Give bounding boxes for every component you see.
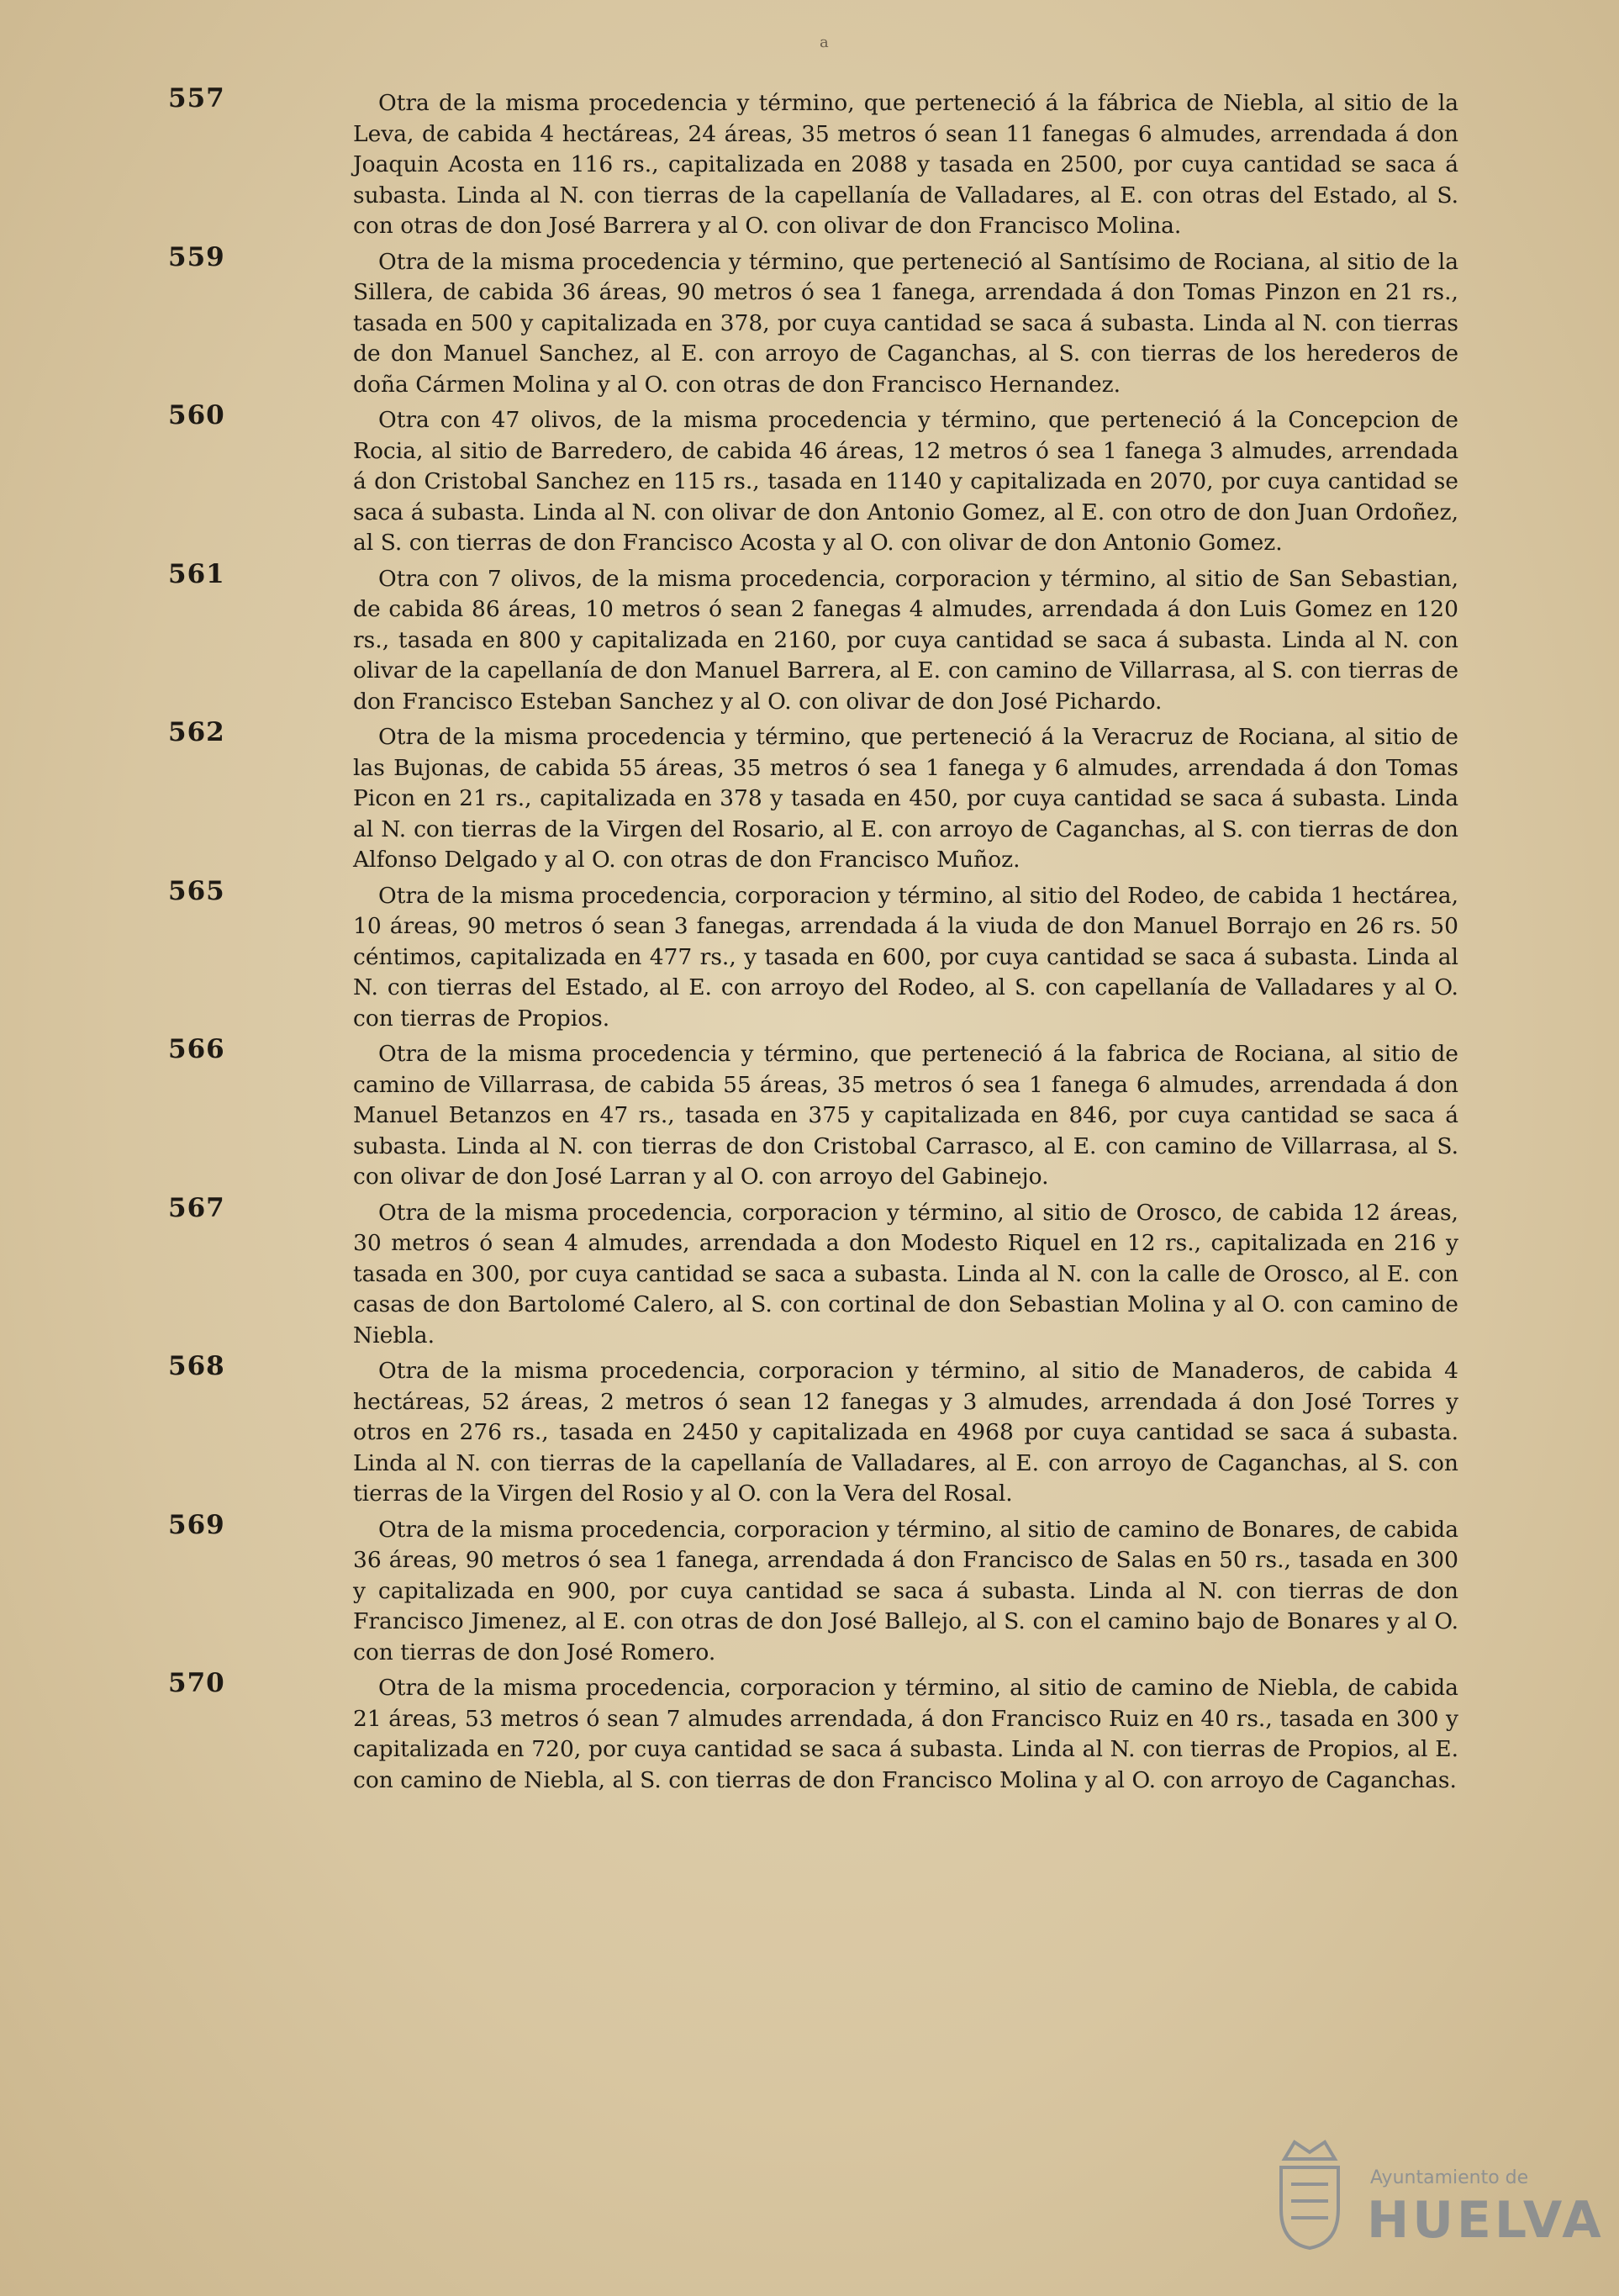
entry-number: 561 — [168, 558, 225, 589]
entry-number: 560 — [168, 400, 225, 430]
entry-text: Otra con 47 olivos, de la misma procedencia y término, que perteneció á la Concepcion de Rocia, al sitio de Barredero, de cabida 46 áreas, 12 metros ó sea 1 fanega 3 almudes, arrendada á don Cristobal Sanchez en 115 rs., tasada en 1140 y capitalizada en 2070, por cuya cantidad se saca á subasta. Linda al N. con olivar de don Antonio Gomez, al E. con otro de don Juan Ordoñez, al S. con tierras de don Francisco Acosta y al O. con olivar de don Antonio Gomez. — [353, 407, 1458, 556]
entry-text: Otra con 7 olivos, de la misma procedencia, corporacion y término, al sitio de San Sebastian, de cabida 86 áreas, 10 metros ó sean 2 fanegas 4 almudes, arrendada á don Luis Gomez en 120 rs., tasada en 800 y capitalizada en 2160, por cuya cantidad se saca á subasta. Linda al N. con olivar de la capellanía de don Manuel Barrera, al E. con camino de Villarrasa, al S. con tierras de don Francisco Esteban Sanchez y al O. con olivar de don José Pichardo. — [353, 565, 1458, 715]
entry-560 — [168, 400, 1458, 559]
entry-text: Otra de la misma procedencia y término, que perteneció á la fábrica de Niebla, al sitio de la Leva, de cabida 4 hectáreas, 24 áreas, 35 metros ó sean 11 fanegas 6 almudes, arrendada á don Joaquin Acosta en 116 rs., capitalizada en 2088 y tasada en 2500, por cuya cantidad se saca á subasta. Linda al N. con tierras de la capellanía de Valladares, al E. con otras del Estado, al S. con otras de don José Barrera y al O. con olivar de don Francisco Molina. — [353, 90, 1458, 239]
entry-565 — [168, 875, 1458, 1035]
entry-561 — [168, 558, 1458, 718]
entry-number: 568 — [168, 1351, 225, 1381]
entry-number: 557 — [168, 83, 225, 113]
watermark-name: HUELVA — [1367, 2191, 1605, 2250]
entry-557 — [168, 83, 1458, 242]
entry-number: 569 — [168, 1509, 225, 1540]
entry-text: Otra de la misma procedencia, corporacion y término, al sitio de Manaderos, de cabida 4 hectáreas, 52 áreas, 2 metros ó sean 12 fanegas y 3 almudes, arrendada á don José Torres y otros en 276 rs., tasada en 2450 y capitalizada en 4968 por cuya cantidad se saca á subasta. Linda al N. con tierras de la capellanía de Valladares, al E. con arroyo de Caganchas, al S. con tierras de la Virgen del Rosio y al O. con la Vera del Rosal. — [353, 1358, 1458, 1507]
entry-text: Otra de la misma procedencia, corporacion y término, al sitio de camino de Niebla, de cabida 21 áreas, 53 metros ó sean 7 almudes arrendada, á don Francisco Ruiz en 40 rs., tasada en 300 y capitalizada en 720, por cuya cantidad se saca á subasta. Linda al N. con tierras de Propios, al E. con camino de Niebla, al S. con tierras de don Francisco Molina y al O. con arroyo de Caganchas. — [353, 1675, 1458, 1793]
entry-567 — [168, 1192, 1458, 1352]
entry-number: 559 — [168, 241, 225, 272]
page-mark: a — [820, 34, 829, 51]
entry-569 — [168, 1509, 1458, 1669]
entry-number: 565 — [168, 875, 225, 906]
entry-number: 566 — [168, 1034, 225, 1064]
coat-of-arms-icon — [1269, 2125, 1350, 2251]
entry-number: 562 — [168, 717, 225, 747]
watermark-caption: Ayuntamiento de — [1370, 2167, 1529, 2188]
entry-559 — [168, 241, 1458, 401]
entry-list — [168, 83, 1458, 1801]
entry-text: Otra de la misma procedencia, corporacion y término, al sitio de Orosco, de cabida 12 áreas, 30 metros ó sean 4 almudes, arrendada a don Modesto Riquel en 12 rs., capitalizada en 216 y tasada en 300, por cuya cantidad se saca a subasta. Linda al N. con la calle de Orosco, al E. con casas de don Bartolomé Calero, al S. con cortinal de don Sebastian Molina y al O. con camino de Niebla. — [353, 1199, 1458, 1349]
entry-568 — [168, 1351, 1458, 1510]
entry-562 — [168, 717, 1458, 876]
entry-text: Otra de la misma procedencia y término, que perteneció á la fabrica de Rociana, al sitio de camino de Villarrasa, de cabida 55 áreas, 35 metros ó sea 1 fanega 6 almudes, arrendada á don Manuel Betanzos en 47 rs., tasada en 375 y capitalizada en 846, por cuya cantidad se saca á subasta. Linda al N. con tierras de don Cristobal Carrasco, al E. con camino de Villarrasa, al S. con olivar de don José Larran y al O. con arroyo del Gabinejo. — [353, 1041, 1458, 1190]
entry-number: 567 — [168, 1192, 225, 1223]
entry-text: Otra de la misma procedencia, corporacion y término, al sitio de camino de Bonares, de cabida 36 áreas, 90 metros ó sea 1 fanega, arrendada á don Francisco de Salas en 50 rs., tasada en 300 y capitalizada en 900, por cuya cantidad se saca á subasta. Linda al N. con tierras de don Francisco Jimenez, al E. con otras de don José Ballejo, al S. con el camino bajo de Bonares y al O. con tierras de don José Romero. — [353, 1516, 1458, 1665]
entry-566 — [168, 1034, 1458, 1193]
entry-570 — [168, 1668, 1458, 1796]
watermark-seal — [1269, 2119, 1606, 2287]
entry-text: Otra de la misma procedencia y término, que perteneció á la Veracruz de Rociana, al sitio de las Bujonas, de cabida 55 áreas, 35 metros ó sea 1 fanega y 6 almudes, arrendada á don Tomas Picon en 21 rs., capitalizada en 378 y tasada en 450, por cuya cantidad se saca á subasta. Linda al N. con tierras de la Virgen del Rosario, al E. con arroyo de Caganchas, al S. con tierras de don Alfonso Delgado y al O. con otras de don Francisco Muñoz. — [353, 724, 1458, 873]
entry-text: Otra de la misma procedencia y término, que perteneció al Santísimo de Rociana, al sitio de la Sillera, de cabida 36 áreas, 90 metros ó sea 1 fanega, arrendada á don Tomas Pinzon en 21 rs., tasada en 500 y capitalizada en 378, por cuya cantidad se saca á subasta. Linda al N. con tierras de don Manuel Sanchez, al E. con arroyo de Caganchas, al S. con tierras de los herederos de doña Cármen Molina y al O. con otras de don Francisco Hernandez. — [353, 248, 1458, 398]
entry-number: 570 — [168, 1668, 225, 1698]
entry-text: Otra de la misma procedencia, corporacion y término, al sitio del Rodeo, de cabida 1 hectárea, 10 áreas, 90 metros ó sean 3 fanegas, arrendada á la viuda de don Manuel Borrajo en 26 rs. 50 céntimos, capitalizada en 477 rs., y tasada en 600, por cuya cantidad se saca á subasta. Linda al N. con tierras del Estado, al E. con arroyo del Rodeo, al S. con capellanía de Valladares y al O. con tierras de Propios. — [353, 882, 1458, 1032]
